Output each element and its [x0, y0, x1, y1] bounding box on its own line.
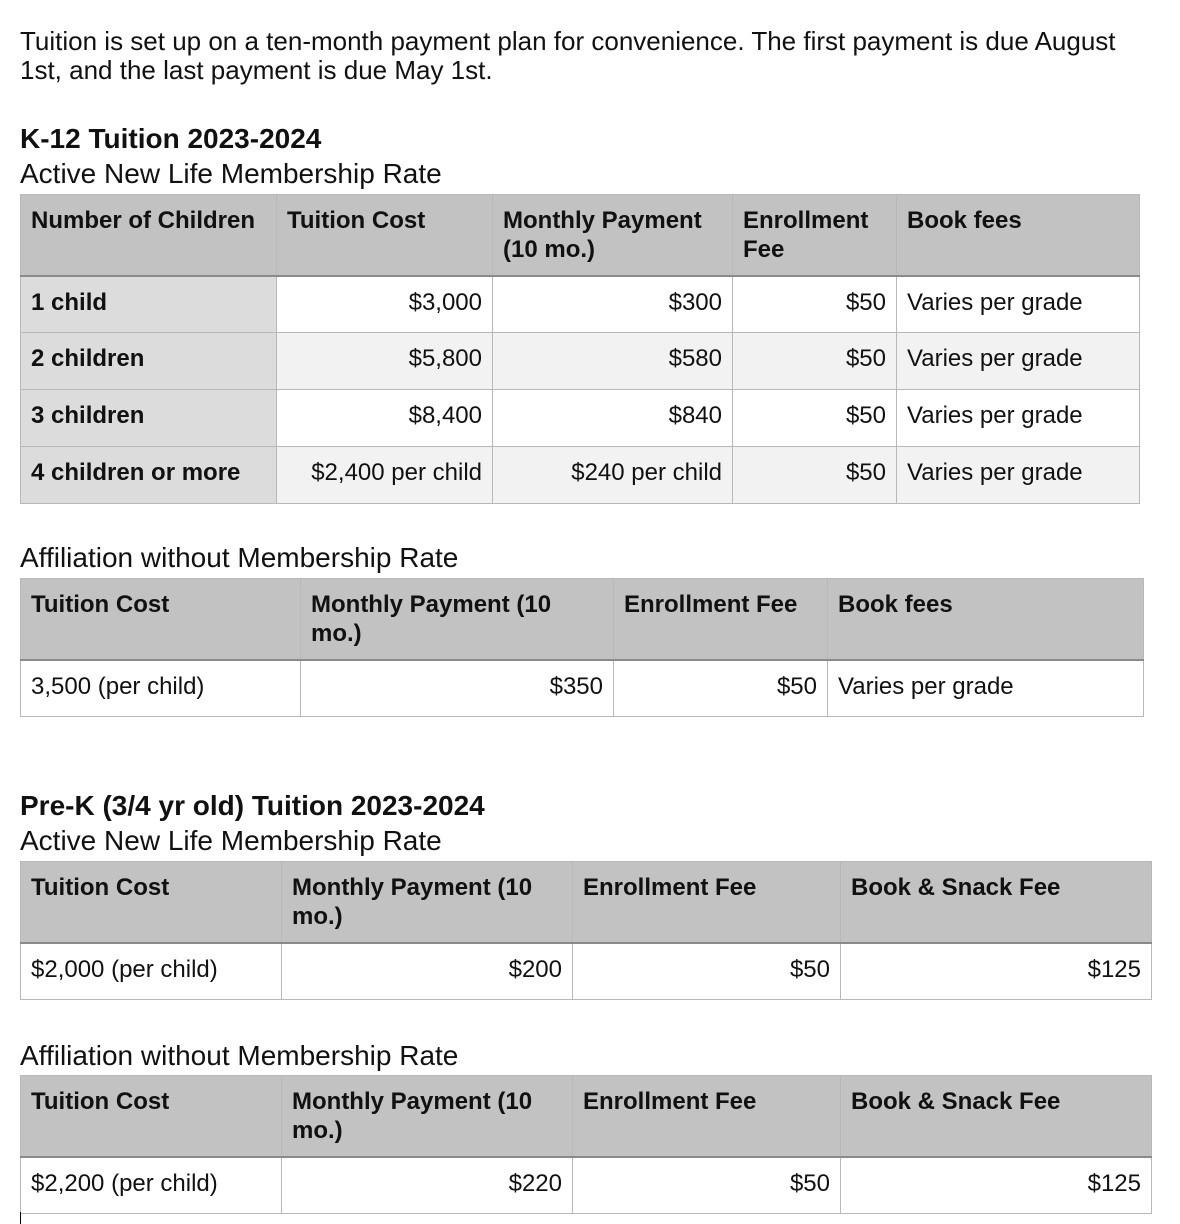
book-fees-cell: Varies per grade	[897, 276, 1140, 333]
column-header: Tuition Cost	[21, 862, 282, 943]
k12-member-rate-table	[20, 194, 1140, 504]
tuition-cost-cell: $2,000 (per child)	[21, 943, 282, 1000]
book-fees-cell: Varies per grade	[828, 660, 1144, 717]
table-header-row	[21, 195, 1140, 276]
k12-affiliation-rate-heading: Affiliation without Membership Rate	[20, 542, 459, 573]
book-fees-cell: Varies per grade	[897, 390, 1140, 447]
column-header: Monthly Payment (10 mo.)	[301, 579, 614, 660]
column-header: Tuition Cost	[277, 195, 493, 276]
enrollment-fee-cell: $50	[733, 333, 897, 390]
prek-member-rate-heading: Active New Life Membership Rate	[20, 825, 442, 856]
column-header: Book fees	[828, 579, 1144, 660]
tuition-cost-cell: $3,000	[277, 276, 493, 333]
monthly-payment-cell: $200	[282, 943, 573, 1000]
column-header: Monthly Payment (10 mo.)	[493, 195, 733, 276]
row-label: 3 children	[21, 390, 277, 447]
enrollment-fee-cell: $50	[573, 1157, 841, 1214]
monthly-payment-cell: $840	[493, 390, 733, 447]
table-header-row	[21, 862, 1152, 943]
monthly-payment-cell: $580	[493, 333, 733, 390]
table-header-row	[21, 1076, 1152, 1157]
column-header: Monthly Payment (10 mo.)	[282, 862, 573, 943]
column-header: Enrollment Fee	[733, 195, 897, 276]
row-label: 4 children or more	[21, 447, 277, 504]
k12-member-rate-heading: Active New Life Membership Rate	[20, 158, 442, 189]
tuition-cost-cell: $5,800	[277, 333, 493, 390]
row-label: 2 children	[21, 333, 277, 390]
column-header: Book & Snack Fee	[841, 862, 1152, 943]
tuition-cost-cell: 3,500 (per child)	[21, 660, 301, 717]
enrollment-fee-cell: $50	[573, 943, 841, 1000]
table-row	[21, 276, 1140, 333]
book-snack-fee-cell: $125	[841, 1157, 1152, 1214]
table-row	[21, 943, 1152, 1000]
intro-paragraph: Tuition is set up on a ten-month payment plan for convenience. The first payment is due August 1st, and the last payment is due May 1st.	[20, 26, 1116, 85]
column-header: Tuition Cost	[21, 579, 301, 660]
tuition-cost-cell: $2,200 (per child)	[21, 1157, 282, 1214]
book-fees-cell: Varies per grade	[897, 333, 1140, 390]
enrollment-fee-cell: $50	[614, 660, 828, 717]
monthly-payment-cell: $220	[282, 1157, 573, 1214]
column-header: Enrollment Fee	[614, 579, 828, 660]
enrollment-fee-cell: $50	[733, 390, 897, 447]
table-row	[21, 333, 1140, 390]
column-header: Number of Children	[21, 195, 277, 276]
tuition-cost-cell: $2,400 per child	[277, 447, 493, 504]
monthly-payment-cell: $350	[301, 660, 614, 717]
book-snack-fee-cell: $125	[841, 943, 1152, 1000]
prek-tuition-heading: Pre-K (3/4 yr old) Tuition 2023-2024	[20, 790, 485, 821]
table-row	[21, 660, 1144, 717]
k12-affiliation-rate-table	[20, 578, 1144, 717]
enrollment-fee-cell: $50	[733, 447, 897, 504]
book-fees-cell: Varies per grade	[897, 447, 1140, 504]
tuition-cost-cell: $8,400	[277, 390, 493, 447]
table-row	[21, 1157, 1152, 1214]
table-row	[21, 447, 1140, 504]
column-header: Book & Snack Fee	[841, 1076, 1152, 1157]
column-header: Book fees	[897, 195, 1140, 276]
k12-tuition-heading: K-12 Tuition 2023-2024	[20, 123, 322, 154]
prek-member-rate-table	[20, 861, 1152, 1000]
table-header-row	[21, 579, 1144, 660]
column-header: Monthly Payment (10 mo.)	[282, 1076, 573, 1157]
monthly-payment-cell: $240 per child	[493, 447, 733, 504]
prek-affiliation-rate-heading: Affiliation without Membership Rate	[20, 1040, 459, 1071]
column-header: Enrollment Fee	[573, 862, 841, 943]
monthly-payment-cell: $300	[493, 276, 733, 333]
table-row	[21, 390, 1140, 447]
row-label: 1 child	[21, 276, 277, 333]
column-header: Enrollment Fee	[573, 1076, 841, 1157]
text-cursor	[20, 1212, 21, 1224]
enrollment-fee-cell: $50	[733, 276, 897, 333]
column-header: Tuition Cost	[21, 1076, 282, 1157]
prek-affiliation-rate-table	[20, 1075, 1152, 1214]
